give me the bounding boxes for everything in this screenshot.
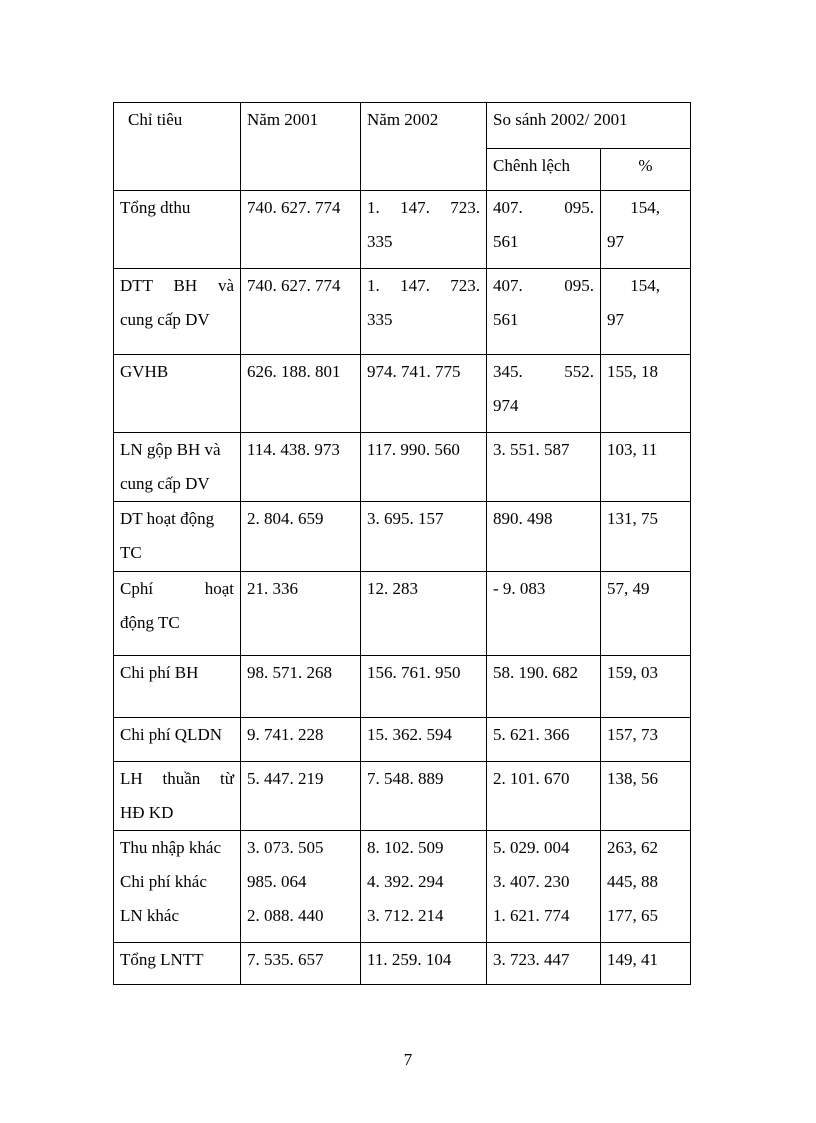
year-2001-cell <box>241 718 361 762</box>
indicator-text: TC <box>120 543 142 562</box>
year-2002-cell <box>361 831 487 943</box>
year-2001-text: 114. 438. 973 <box>247 440 340 459</box>
table-row <box>114 762 691 831</box>
table-row <box>114 191 691 269</box>
year-2001-text: 9. 741. 228 <box>247 725 324 744</box>
percent-text: 177, 65 <box>607 906 658 925</box>
percent-text: 57, 49 <box>607 579 650 598</box>
header-year-2001: Năm 2001 <box>241 103 361 191</box>
financial-table <box>113 102 691 985</box>
percent-cell <box>601 943 691 985</box>
year-2002-cell <box>361 656 487 718</box>
indicator-text: Tổng dthu <box>120 198 191 217</box>
percent-cell <box>601 433 691 502</box>
header-row-1 <box>114 103 691 149</box>
percent-text: 445, 88 <box>607 872 658 891</box>
percent-cell <box>601 718 691 762</box>
header-difference: Chênh lệch <box>487 149 601 191</box>
indicator-text: LN gộp BH và <box>120 440 221 459</box>
difference-text: 3. 407. 230 <box>493 872 570 891</box>
indicator-text: LN khác <box>120 906 180 925</box>
difference-cell <box>487 191 601 269</box>
indicator-text: Cphí hoạt <box>120 579 234 598</box>
year-2002-cell <box>361 355 487 433</box>
table-row <box>114 502 691 572</box>
table-row <box>114 269 691 355</box>
indicator-text: LH thuần từ <box>120 769 234 788</box>
year-2001-cell <box>241 433 361 502</box>
year-2001-cell <box>241 502 361 572</box>
table-row <box>114 656 691 718</box>
year-2002-text: 335 <box>367 232 393 251</box>
indicator-text: DT hoạt động <box>120 509 215 528</box>
difference-text: 974 <box>493 396 519 415</box>
year-2002-cell <box>361 433 487 502</box>
indicator-text: cung cấp DV <box>120 474 210 493</box>
year-2002-text: 335 <box>367 310 393 329</box>
indicator-cell <box>114 355 241 433</box>
difference-cell <box>487 269 601 355</box>
year-2001-text: 985. 064 <box>247 872 307 891</box>
table-row <box>114 831 691 943</box>
year-2002-text: 117. 990. 560 <box>367 440 460 459</box>
difference-text: 2. 101. 670 <box>493 769 570 788</box>
difference-text: 345. 552. <box>493 362 594 381</box>
year-2001-text: 5. 447. 219 <box>247 769 324 788</box>
difference-cell <box>487 355 601 433</box>
percent-cell <box>601 831 691 943</box>
header-comparison: So sánh 2002/ 2001 <box>487 103 691 149</box>
indicator-text: động TC <box>120 613 180 632</box>
percent-text: 155, 18 <box>607 362 658 381</box>
difference-cell <box>487 502 601 572</box>
indicator-cell <box>114 762 241 831</box>
difference-cell <box>487 572 601 656</box>
difference-cell <box>487 831 601 943</box>
year-2001-text: 98. 571. 268 <box>247 663 332 682</box>
percent-text: 149, 41 <box>607 950 658 969</box>
year-2001-cell <box>241 762 361 831</box>
year-2002-text: 4. 392. 294 <box>367 872 444 891</box>
indicator-text: HĐ KD <box>120 803 174 822</box>
year-2001-text: 3. 073. 505 <box>247 838 324 857</box>
difference-text: 1. 621. 774 <box>493 906 570 925</box>
difference-text: 890. 498 <box>493 509 553 528</box>
difference-cell <box>487 943 601 985</box>
table-row <box>114 718 691 762</box>
difference-cell <box>487 656 601 718</box>
year-2002-text: 7. 548. 889 <box>367 769 444 788</box>
indicator-text: GVHB <box>120 362 169 381</box>
page-number: 7 <box>403 1050 413 1069</box>
percent-text: 97 <box>607 232 624 251</box>
difference-text: 58. 190. 682 <box>493 663 578 682</box>
header-percent: % <box>601 149 691 191</box>
year-2002-text: 1. 147. 723. <box>367 276 480 295</box>
indicator-cell <box>114 191 241 269</box>
percent-cell <box>601 502 691 572</box>
indicator-cell <box>114 433 241 502</box>
indicator-cell <box>114 572 241 656</box>
year-2001-text: 7. 535. 657 <box>247 950 324 969</box>
indicator-text: Chi phí QLDN <box>120 725 222 744</box>
difference-text: 5. 621. 366 <box>493 725 570 744</box>
indicator-cell <box>114 718 241 762</box>
year-2002-text: 3. 712. 214 <box>367 906 444 925</box>
year-2001-cell <box>241 269 361 355</box>
indicator-cell <box>114 656 241 718</box>
indicator-text: Chi phí khác <box>120 872 207 891</box>
year-2001-text: 2. 804. 659 <box>247 509 324 528</box>
year-2002-text: 3. 695. 157 <box>367 509 444 528</box>
year-2002-cell <box>361 502 487 572</box>
year-2002-cell <box>361 762 487 831</box>
difference-text: 407. 095. <box>493 198 594 217</box>
year-2002-cell <box>361 572 487 656</box>
percent-cell <box>601 656 691 718</box>
percent-cell <box>601 355 691 433</box>
table-row <box>114 943 691 985</box>
percent-text: 157, 73 <box>607 725 658 744</box>
difference-text: 407. 095. <box>493 276 594 295</box>
difference-cell <box>487 762 601 831</box>
difference-text: 5. 029. 004 <box>493 838 570 857</box>
percent-text: 159, 03 <box>607 663 658 682</box>
percent-text: 97 <box>607 310 624 329</box>
percent-cell <box>601 572 691 656</box>
year-2001-text: 740. 627. 774 <box>247 276 341 295</box>
year-2001-cell <box>241 831 361 943</box>
indicator-text: Tổng LNTT <box>120 950 204 969</box>
year-2002-cell <box>361 943 487 985</box>
table-row <box>114 433 691 502</box>
year-2001-text: 2. 088. 440 <box>247 906 324 925</box>
indicator-text: DTT BH và <box>120 276 234 295</box>
difference-text: 561 <box>493 310 519 329</box>
year-2002-text: 12. 283 <box>367 579 418 598</box>
year-2002-text: 1. 147. 723. <box>367 198 480 217</box>
indicator-cell <box>114 269 241 355</box>
table-row <box>114 572 691 656</box>
year-2001-cell <box>241 191 361 269</box>
year-2002-text: 15. 362. 594 <box>367 725 452 744</box>
difference-text: - 9. 083 <box>493 579 546 598</box>
year-2001-cell <box>241 656 361 718</box>
percent-text: 138, 56 <box>607 769 658 788</box>
financial-table-body <box>114 103 691 985</box>
difference-cell <box>487 433 601 502</box>
difference-text: 561 <box>493 232 519 251</box>
percent-text: 154, <box>630 276 660 295</box>
year-2002-cell <box>361 718 487 762</box>
difference-cell <box>487 718 601 762</box>
year-2001-cell <box>241 572 361 656</box>
percent-cell <box>601 191 691 269</box>
difference-text: 3. 551. 587 <box>493 440 570 459</box>
percent-text: 154, <box>630 198 660 217</box>
indicator-text: Chi phí BH <box>120 663 199 682</box>
indicator-text: Thu nhập khác <box>120 838 222 857</box>
year-2001-text: 626. 188. 801 <box>247 362 341 381</box>
percent-text: 131, 75 <box>607 509 658 528</box>
year-2001-cell <box>241 943 361 985</box>
percent-cell <box>601 762 691 831</box>
indicator-text: cung cấp DV <box>120 310 210 329</box>
year-2002-cell <box>361 269 487 355</box>
percent-text: 103, 11 <box>607 440 658 459</box>
table-row <box>114 355 691 433</box>
indicator-cell <box>114 831 241 943</box>
year-2002-text: 974. 741. 775 <box>367 362 461 381</box>
header-year-2002: Năm 2002 <box>361 103 487 191</box>
indicator-cell <box>114 943 241 985</box>
year-2001-text: 21. 336 <box>247 579 298 598</box>
difference-text: 3. 723. 447 <box>493 950 570 969</box>
year-2002-text: 11. 259. 104 <box>367 950 452 969</box>
indicator-cell <box>114 502 241 572</box>
year-2001-cell <box>241 355 361 433</box>
year-2002-text: 156. 761. 950 <box>367 663 461 682</box>
header-indicator: Chỉ tiêu <box>114 103 241 191</box>
percent-cell <box>601 269 691 355</box>
percent-text: 263, 62 <box>607 838 658 857</box>
year-2002-cell <box>361 191 487 269</box>
year-2001-text: 740. 627. 774 <box>247 198 341 217</box>
year-2002-text: 8. 102. 509 <box>367 838 444 857</box>
